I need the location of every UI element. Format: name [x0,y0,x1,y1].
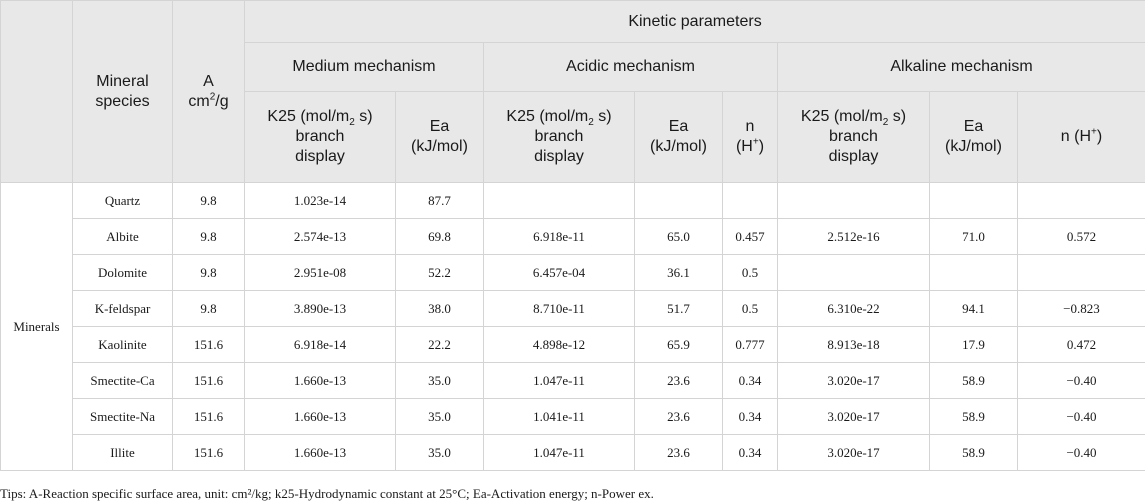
header-alkaline-n: n (H+) [1018,92,1145,183]
mineral-name-cell: Quartz [73,183,173,219]
medium-ea-cell: 35.0 [396,435,484,471]
mineral-name-cell: Illite [73,435,173,471]
medium-k25-cell: 1.660e-13 [245,435,396,471]
table-row [1,327,1145,363]
medium-ea-cell: 38.0 [396,291,484,327]
acidic-ea-cell: 65.0 [635,219,723,255]
surface-area-cell: 9.8 [173,255,245,291]
acidic-n-cell [723,183,778,219]
alkaline-k25-cell [778,183,930,219]
medium-ea-cell: 87.7 [396,183,484,219]
table-row [1,183,1145,219]
surface-area-cell: 151.6 [173,327,245,363]
alkaline-ea-cell [930,255,1018,291]
alkaline-n-cell [1018,183,1145,219]
acidic-ea-cell [635,183,723,219]
header-acidic-n: n (H+) [723,92,778,183]
header-kinetic-parameters: Kinetic parameters [245,1,1145,43]
table-footnote: Tips: A-Reaction specific surface area, unit: cm²/kg; k25-Hydrodynamic constant at 25°C; Ea-Activation energy; n-Power ex. [0,486,654,501]
acidic-n-cell: 0.34 [723,399,778,435]
alkaline-n-cell: 0.472 [1018,327,1145,363]
header-mineral-species: Mineral species [73,1,173,183]
table-row [1,435,1145,471]
acidic-k25-cell: 1.041e-11 [484,399,635,435]
alkaline-ea-cell: 58.9 [930,363,1018,399]
header-alkaline-mechanism: Alkaline mechanism [778,43,1145,92]
acidic-ea-cell: 23.6 [635,363,723,399]
alkaline-k25-cell: 3.020e-17 [778,435,930,471]
medium-k25-cell: 1.660e-13 [245,363,396,399]
acidic-k25-cell: 8.710e-11 [484,291,635,327]
surface-area-cell: 151.6 [173,399,245,435]
alkaline-ea-cell: 71.0 [930,219,1018,255]
alkaline-k25-cell: 2.512e-16 [778,219,930,255]
table-row [1,399,1145,435]
alkaline-n-cell: −0.823 [1018,291,1145,327]
surface-area-cell: 9.8 [173,183,245,219]
header-surface-area: A $cm^2/g$ [173,1,245,183]
header-acidic-ea: Ea (kJ/mol) [635,92,723,183]
acidic-n-cell: 0.34 [723,363,778,399]
alkaline-ea-cell: 94.1 [930,291,1018,327]
header-acidic-mechanism: Acidic mechanism [484,43,778,92]
header-alkaline-ea: Ea (kJ/mol) [930,92,1018,183]
acidic-n-cell: 0.777 [723,327,778,363]
header-medium-k25: K25 ($mol/m_2$ s) branch display [245,92,396,183]
table-row [1,219,1145,255]
mineral-name-cell: Kaolinite [73,327,173,363]
alkaline-n-cell: −0.40 [1018,399,1145,435]
table-row [1,363,1145,399]
alkaline-k25-cell: 6.310e-22 [778,291,930,327]
surface-area-cell: 151.6 [173,435,245,471]
mineral-name-cell: Smectite-Ca [73,363,173,399]
acidic-k25-cell: 1.047e-11 [484,435,635,471]
medium-k25-cell: 6.918e-14 [245,327,396,363]
acidic-k25-cell: 4.898e-12 [484,327,635,363]
table-row [1,291,1145,327]
medium-ea-cell: 35.0 [396,399,484,435]
medium-k25-cell: 2.951e-08 [245,255,396,291]
acidic-k25-cell: 1.047e-11 [484,363,635,399]
acidic-n-cell: 0.5 [723,291,778,327]
header-acidic-k25: K25 ($mol/m_2$ s) branch display [484,92,635,183]
acidic-n-cell: 0.5 [723,255,778,291]
alkaline-k25-cell: 3.020e-17 [778,363,930,399]
alkaline-k25-cell [778,255,930,291]
alkaline-n-cell: −0.40 [1018,435,1145,471]
mineral-name-cell: Smectite-Na [73,399,173,435]
header-medium-mechanism: Medium mechanism [245,43,484,92]
alkaline-ea-cell: 17.9 [930,327,1018,363]
alkaline-k25-cell: 8.913e-18 [778,327,930,363]
surface-area-cell: 9.8 [173,219,245,255]
medium-ea-cell: 22.2 [396,327,484,363]
header-medium-ea: Ea (kJ/mol) [396,92,484,183]
acidic-k25-cell: 6.457e-04 [484,255,635,291]
medium-k25-cell: 3.890e-13 [245,291,396,327]
acidic-n-cell: 0.457 [723,219,778,255]
alkaline-k25-cell: 3.020e-17 [778,399,930,435]
mineral-name-cell: K-feldspar [73,291,173,327]
medium-k25-cell: 2.574e-13 [245,219,396,255]
alkaline-ea-cell [930,183,1018,219]
header-alkaline-k25: K25 ($mol/m_2$ s) branch display [778,92,930,183]
acidic-ea-cell: 65.9 [635,327,723,363]
alkaline-ea-cell: 58.9 [930,435,1018,471]
acidic-n-cell: 0.34 [723,435,778,471]
medium-ea-cell: 35.0 [396,363,484,399]
medium-k25-cell: 1.660e-13 [245,399,396,435]
table-row [1,255,1145,291]
acidic-ea-cell: 51.7 [635,291,723,327]
acidic-k25-cell: 6.918e-11 [484,219,635,255]
alkaline-n-cell [1018,255,1145,291]
alkaline-ea-cell: 58.9 [930,399,1018,435]
mineral-name-cell: Albite [73,219,173,255]
group-label-cell: Minerals [1,183,73,471]
alkaline-n-cell: −0.40 [1018,363,1145,399]
acidic-ea-cell: 23.6 [635,399,723,435]
medium-k25-cell: 1.023e-14 [245,183,396,219]
acidic-k25-cell [484,183,635,219]
alkaline-n-cell: 0.572 [1018,219,1145,255]
surface-area-cell: 9.8 [173,291,245,327]
medium-ea-cell: 52.2 [396,255,484,291]
header-corner-cell [1,1,73,183]
mineral-name-cell: Dolomite [73,255,173,291]
medium-ea-cell: 69.8 [396,219,484,255]
acidic-ea-cell: 36.1 [635,255,723,291]
acidic-ea-cell: 23.6 [635,435,723,471]
surface-area-cell: 151.6 [173,363,245,399]
